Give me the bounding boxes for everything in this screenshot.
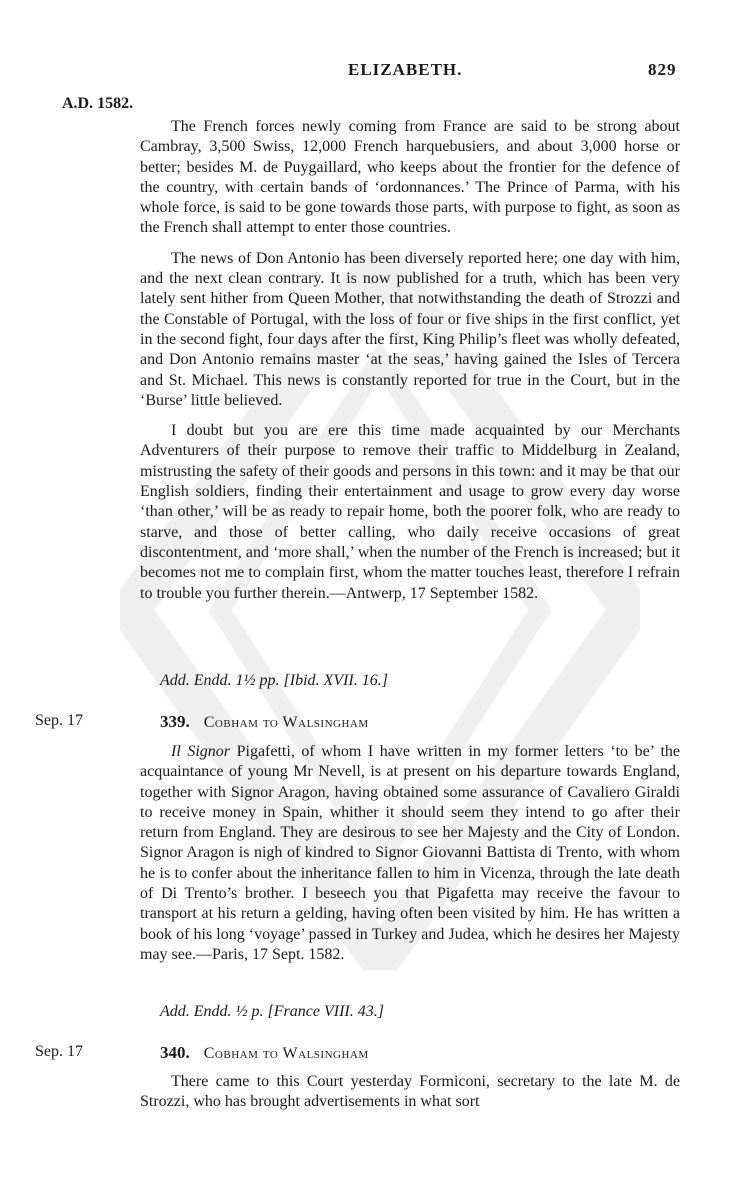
entry-339-number: 339. [160,712,190,731]
entry-340-paragraph: There came to this Court yesterday Formiconi, secretary to the late M. de Strozzi, who has brought advertisements in what sort [140,1073,680,1111]
entry-339-title: Cobham to Walsingham [203,714,369,731]
running-title: ELIZABETH. [348,60,463,79]
paragraph-don-antonio: The news of Don Antonio has been diversely reported here; one day with him, and the next clean contrary. It is now published for a truth, which has been very lately sent hither from Queen Mother, that notwithstanding the death of Strozzi and the Constable of Portugal, with the loss of four or five ships in the first conflict, yet in the second fight, four days after the first, King Philip’s fleet was wholly defeated, and Don Antonio remains master ‘at the seas,’ having gained the Isles of Tercera and St. Michael. This news is constantly reported for true in the Court, but in the ‘Burse’ little believed. [140,249,680,409]
entry-339-date: Sep. 17 [35,712,83,729]
paragraph-merchants: I doubt but you are ere this time made acquainted by our Merchants Adventurers of their purpose to remove their traffic to Middelburg in Zealand, mistrusting the safety of their goods and persons in this town: and it may be that our English soldiers, finding their entertainment and usage to grow every day worse ‘than other,’ will be as ready to repair home, both the poorer folk, who are ready to starve, and those of better calling, who daily receive occasions of great discontentment, and ‘more shall,’ when the number of the French is increased; but it becomes not me to complain first, whom the matter touches least, therefore I refrain to trouble you further therein.—Antwerp, 17 September 1582. [140,422,680,602]
letter-continuation [140,117,680,604]
margin-year: A.D. 1582. [62,95,134,112]
entry-340-heading [160,1043,369,1063]
entry-339-paragraph [140,742,680,965]
entry-339-lead: Il Signor [171,743,231,760]
entry-339-text: Pigafetti, of whom I have written in my former letters ‘to be’ the acquaintance of young Mr Nevell, is at present on his departure towards England, together with Signor Aragon, having obtained some assurance of Cavaliero Giraldi to receive money in Spain, whither it should seem they intend to go after their return from England. They are desirous to see her Majesty and the City of London. Signor Aragon is nigh of kindred to Signor Giovanni Battista di Trento, with whom he is to confer about the inheritance fallen to him in Vicenza, through the late death of Di Trento’s brother. I beseech you that Pigafetta may receive the favour to transport at his return a gelding, having often been visited by him. He has written a book of his long ‘voyage’ passed in Turkey and Judea, which he desires her Majesty may see.—Paris, 17 Sept. 1582. [140,743,681,963]
page-number: 829 [648,60,677,79]
entry-340-body [140,1072,680,1113]
entry-339-body [140,742,680,965]
entry-340-number: 340. [160,1043,190,1062]
paragraph-french-forces: The French forces newly coming from France are said to be strong about Cambray, 3,500 Swiss, 12,000 French harquebusiers, and about 3,000 horse or better; besides M. de Puygaillard, who keeps about the frontier for the defence of the country, with certain bands of ‘ordonnances.’ The Prince of Parma, with his whole force, is said to be gone towards those parts, with purpose to fight, as soon as the French shall attempt to enter those countries. [140,118,680,237]
entry-340-title: Cobham to Walsingham [203,1045,369,1062]
entry-340-date: Sep. 17 [35,1043,83,1060]
endorsement-note: Add. Endd. 1½ pp. [Ibid. XVII. 16.] [160,672,388,689]
entry-339-heading [160,712,369,732]
entry-339-note: Add. Endd. ½ p. [France VIII. 43.] [160,1003,384,1020]
